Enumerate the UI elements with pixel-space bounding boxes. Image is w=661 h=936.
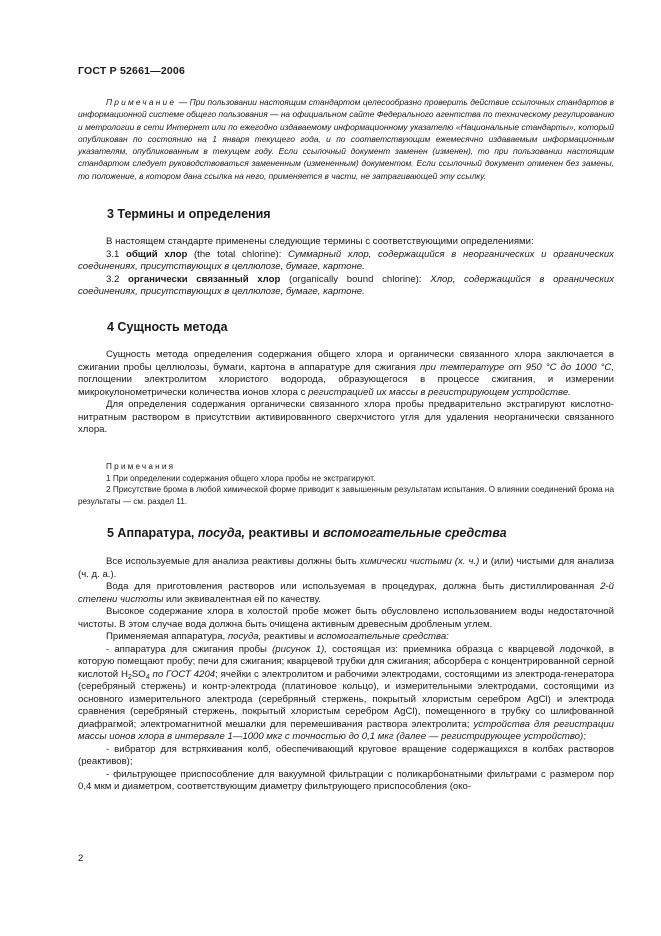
text-run: Все используемые для анализа реактивы должны быть [106, 556, 360, 567]
text-run: 2-й степени чистоты [78, 581, 614, 605]
text-run: реактивы и [245, 526, 324, 540]
text-run: - аппаратура для сжигания пробы [106, 643, 273, 655]
notes-label: Примечания [106, 462, 176, 471]
text-run: состоящая из: приемника образца с кварцевой лодочкой, в которую помещают пробу; печи для сжигания; кварцевой трубки для сжигания; абсорбера с концентрированной серной кислотой H [78, 643, 614, 680]
section-5-para-2 [78, 581, 614, 606]
term-definition: Хлор, содержащийся в органических соединениях, присутствующих в целлюлозе, бумаге, картоне. [78, 273, 614, 297]
subscript: 2 [127, 673, 132, 681]
intro-note [78, 96, 614, 182]
term-number: 3.1 [106, 248, 120, 260]
subscript: 4 [145, 673, 150, 681]
text-run: химически чистыми (х. ч.) [359, 556, 480, 567]
text-run: устройства для регистрации массы ионов хлора в интервале 1—1000 мкг с точностью до 0,1 мкг (далее — регистрирующее устройство); [78, 718, 614, 742]
section-4-notes [78, 461, 614, 507]
text-run: ; ячейки с электролитом и рабочими электродами, состоящими из электрода-генератора (серебряный стержень) и контр-электрода (платиновое кольцо), и измерительными электродами, состоящими из основного измерительного электрода (серебряный стержень, покрытый хлористым серебром AgCl) и электрода сравнения (серебряный стержень, покрытый хлористым серебром AgCl), помещенного в трубку со шлифованной диафрагмой; электромагнитной мешалки для перемешивания раствора электролита; [78, 668, 614, 730]
list-item-apparatus [78, 644, 614, 744]
text-run: Вода для приготовления растворов или используемая в процедурах, должна быть дистиллированная [106, 581, 601, 592]
list-item-vibrator: - вибратор для встряхивания колб, обеспечивающий круговое вращение содержащихся в колбах растворов (реактивов); [78, 743, 614, 767]
section-4-heading: 4 Сущность метода [107, 320, 228, 334]
section-5-body [78, 556, 614, 794]
document-header: ГОСТ Р 52661—2006 [78, 65, 186, 77]
text-run: при температуре от 950 °С до 1000 °С, [419, 361, 615, 373]
text-run: по ГОСТ 4204 [149, 668, 216, 680]
section-5-heading [107, 526, 507, 540]
text-run: реактивы и [261, 631, 317, 642]
text-run: вспомогательные средства [323, 526, 507, 540]
section-5-para-1 [78, 556, 614, 581]
note-1: 1 При определении содержания общего хлора пробы не экстрагируют. [106, 473, 376, 483]
term-number: 3.2 [106, 273, 120, 285]
term-name: органически связанный хлор [128, 273, 281, 285]
text-run: и (или) чистыми для анализа (ч. д. а.). [78, 556, 614, 580]
term-3-2 [78, 274, 614, 299]
term-english: (organically bound chlorine): [280, 273, 431, 285]
section-5-para-3: Высокое содержание хлора в холостой пробе может быть обусловлено использованием воды недостаточной чистоты. В этом случае вода должна быть очищена активным древесным дробленым углем. [78, 606, 614, 630]
section-4-body [78, 349, 614, 437]
text-run: посуда, [197, 526, 246, 540]
section-4-para-1 [78, 349, 614, 399]
note-text: — При пользовании настоящим стандартом целесообразно проверить действие ссылочных стандартов в информационной системе общего пользования — на официальном сайте Федерального агентства по техническому регулированию и метрологии в сети Интернет или по ежегодно издаваемому информационному указателю «Национальные стандарты», который опубликован по состоянию на 1 января текущего года, и по соответствующим ежемесячно издаваемым информационным указателям, опубликованным в текущем году. Если ссылочный документ заменен (изменен), то при пользовании настоящим стандартом следует руководствоваться замененным (измененным) документом. Если ссылочный документ отменен без замены, то положение, в котором дана ссылка на него, применяется в части, не затрагивающей эту ссылку. [78, 97, 614, 181]
text-run: (рисунок 1), [272, 643, 327, 655]
section-5-para-4 [78, 631, 614, 644]
term-3-1 [78, 249, 614, 274]
term-name: общий хлор [126, 248, 188, 260]
text-run: SO [131, 668, 146, 680]
list-item-filter: - фильтрующее приспособление для вакуумной фильтрации с поликарбонатными фильтрами с размером пор 0,4 мкм и диаметром, соответствующим диаметру фильтрующего приспособления (око- [78, 768, 614, 792]
text-run: вспомогательные средства: [316, 631, 449, 642]
text-run: Применяемая аппаратура, [106, 631, 228, 642]
note-2: 2 Присутствие брома в любой химической форме приводит к завышенным результатам испытания. О влиянии соединений брома на результаты — см. раздел 11. [78, 485, 614, 506]
section-3-body [78, 236, 614, 299]
text-run: поглощении электролитом хлористого водорода, образующегося в процессе сжигания, и измерении микрокулонометрически количества ионов хлора с [78, 374, 614, 398]
text-run: или эквивалентная ей по качеству. [163, 593, 322, 605]
text-run: регистрацией их массы в регистрирующем устройстве. [308, 386, 571, 398]
term-definition: Суммарный хлор, содержащийся в неорганических и органических соединениях, присутствующих в целлюлозе, бумаге, картоне. [78, 248, 614, 272]
section-3-heading: 3 Термины и определения [107, 207, 271, 221]
section-3-intro: В настоящем стандарте применены следующие термины с соответствующими определениями: [106, 236, 534, 247]
note-label: Примечание [106, 97, 177, 107]
text-run: посуда, [227, 631, 262, 642]
text-run: 5 Аппаратура, [107, 526, 198, 540]
page-number: 2 [78, 853, 84, 864]
section-4-para-2: Для определения содержания органически связанного хлора пробы предварительно экстрагируют кислотно-нитратным раствором в присутствии активированного сверхчистого угля для удаления неорганически связанного хлора. [78, 399, 614, 435]
text-run: Сущность метода определения содержания общего хлора и органически связанного хлора заключается в сжигании пробы целлюлозы, бумаги, картона в аппаратуре для сжигания [78, 349, 614, 373]
term-english: (the total chlorine): [187, 248, 289, 260]
